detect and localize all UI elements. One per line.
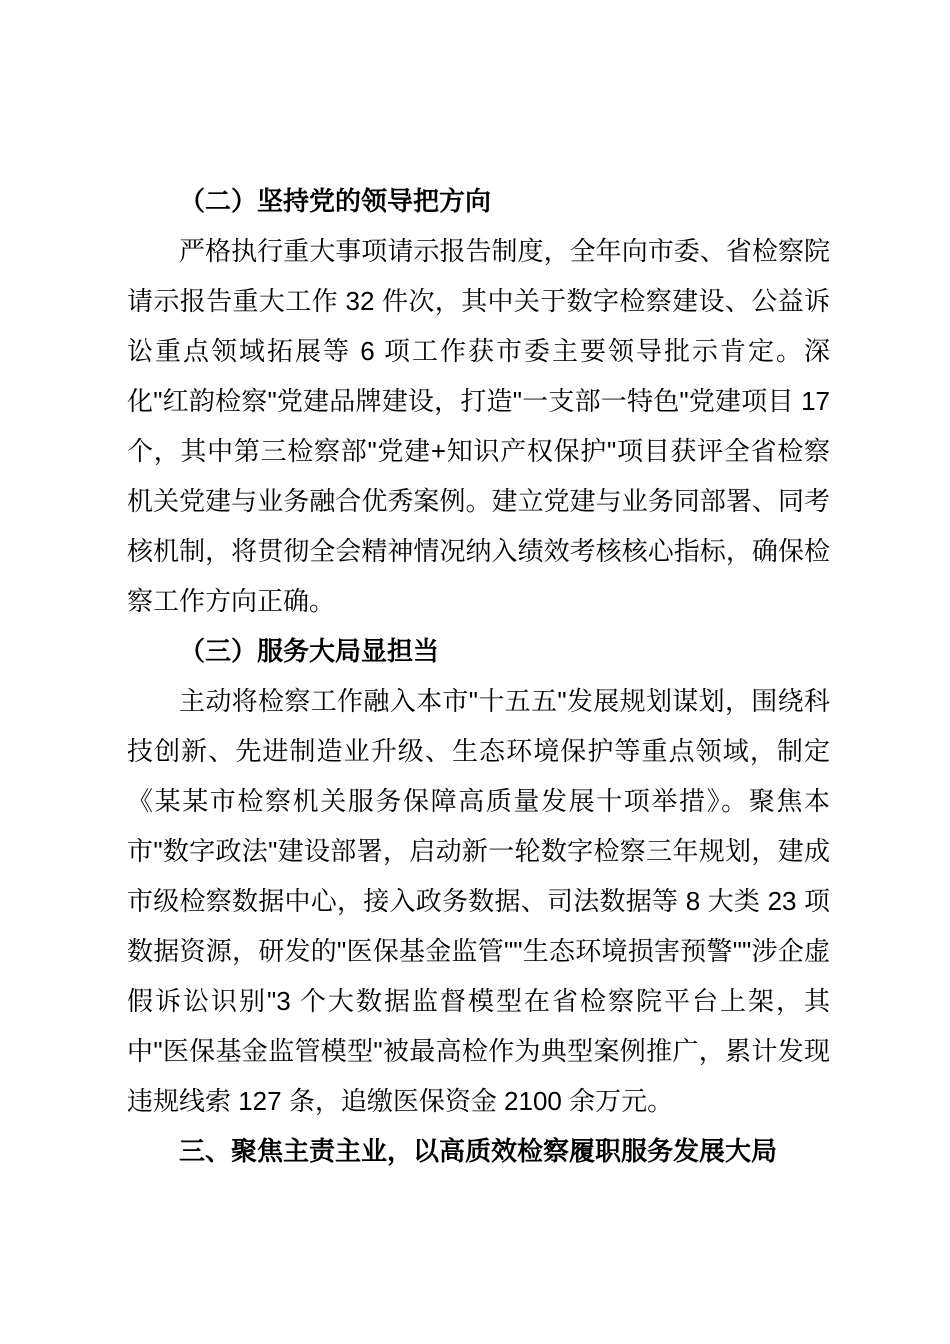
section-heading-party-leadership: （二）坚持党的领导把方向 xyxy=(179,186,492,216)
paragraph-serve-overall: 主动将检察工作融入本市"十五五"发展规划谋划，围绕科技创新、先进制造业升级、生态环境保护等重点领域，制定《某某市检察机关服务保障高质量发展十项举措》。聚焦本市"数字政法"建设部署，启动新一轮数字检察三年规划，建成市级检察数据中心，接入政务数据、司法数据等 8 大类 23 项数据资源，研发的"医保基金监管""生态环境损害预警""涉企虚假诉讼识别"3 个大数据监督模型在省检察院平台上架，其中"医保基金监管模型"被最高检作为典型案例推广，累计发现违规线索 127 条，追缴医保资金 2100 余万元。 xyxy=(127,686,830,1116)
document-text-block xyxy=(127,176,830,1176)
section-heading-serve-overall: （三）服务大局显担当 xyxy=(179,636,440,666)
chapter-heading-main-duties: 三、聚焦主责主业，以高质效检察履职服务发展大局 xyxy=(179,1136,778,1166)
paragraph-party-leadership: 严格执行重大事项请示报告制度，全年向市委、省检察院请示报告重大工作 32 件次，其中关于数字检察建设、公益诉讼重点领域拓展等 6 项工作获市委主要领导批示肯定。深化"红韵检察"党建品牌建设，打造"一支部一特色"党建项目 17 个，其中第三检察部"党建+知识产权保护"项目获评全省检察机关党建与业务融合优秀案例。建立党建与业务同部署、同考核机制，将贯彻全会精神情况纳入绩效考核核心指标，确保检察工作方向正确。 xyxy=(127,236,830,616)
